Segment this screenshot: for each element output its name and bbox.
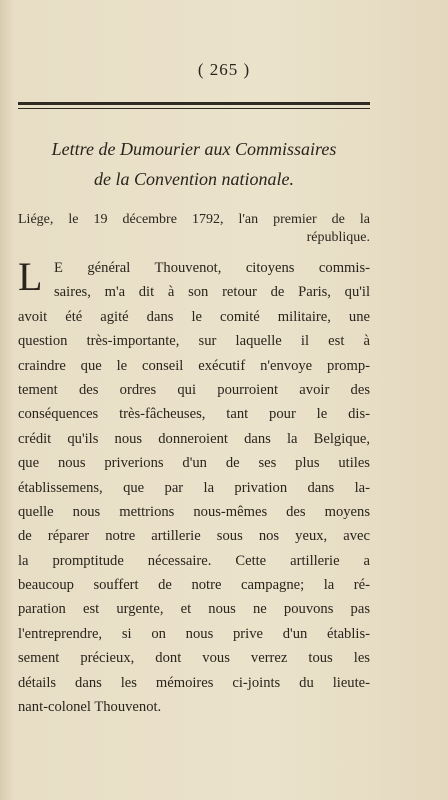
body-line: la promptitude nécessaire. Cette artillerie a [18, 552, 370, 569]
page-number: ( 265 ) [197, 60, 251, 79]
body-line: l'entreprendre, si on nous prive d'un établis- [18, 625, 370, 642]
dateline-line-1: Liége, le 19 décembre 1792, l'an premier de la [18, 212, 370, 227]
body-line: sement précieux, dont vous verrez tous les [18, 650, 370, 667]
dateline-line-2: république. [306, 230, 370, 245]
body-line: de réparer notre artillerie sous nos yeux, avec [18, 528, 370, 545]
body-line: question très-importante, sur laquelle il est à [18, 333, 370, 350]
header-rule-thin [18, 108, 370, 109]
body-line: quelle nous mettrions nous-mêmes des moyens [18, 503, 370, 520]
body-line: beaucoup souffert de notre campagne; la ré- [18, 577, 370, 594]
body-line: que nous priverions d'un de ses plus utiles [18, 455, 370, 472]
header-rule-thick [18, 102, 370, 105]
body-line: conséquences très-fâcheuses, tant pour le dis- [18, 406, 370, 423]
body-line: E général Thouvenot, citoyens commis- [54, 260, 370, 276]
letter-body [18, 256, 370, 719]
body-line: crédit qu'ils nous donneroient dans la Belgique, [18, 430, 370, 447]
body-line: nant-colonel Thouvenot. [18, 699, 162, 716]
body-line: détails dans les mémoires ci-joints du lieute- [18, 674, 370, 691]
body-line: avoit été agité dans le comité militaire, une [18, 308, 370, 325]
drop-cap: L [18, 254, 43, 299]
body-line: tement des ordres qui pourroient avoir des [18, 381, 370, 398]
letter-title-line-2: de la Convention nationale. [94, 169, 294, 189]
letter-title-line-1: Lettre de Dumourier aux Commissaires [51, 139, 337, 159]
body-line: saires, m'a dit à son retour de Paris, qu'il [54, 284, 370, 301]
body-line: craindre que le conseil exécutif n'envoye promp- [18, 357, 370, 374]
body-line: paration est urgente, et nous ne pouvons pas [18, 601, 370, 618]
body-line: établissemens, que par la privation dans la- [18, 479, 370, 496]
